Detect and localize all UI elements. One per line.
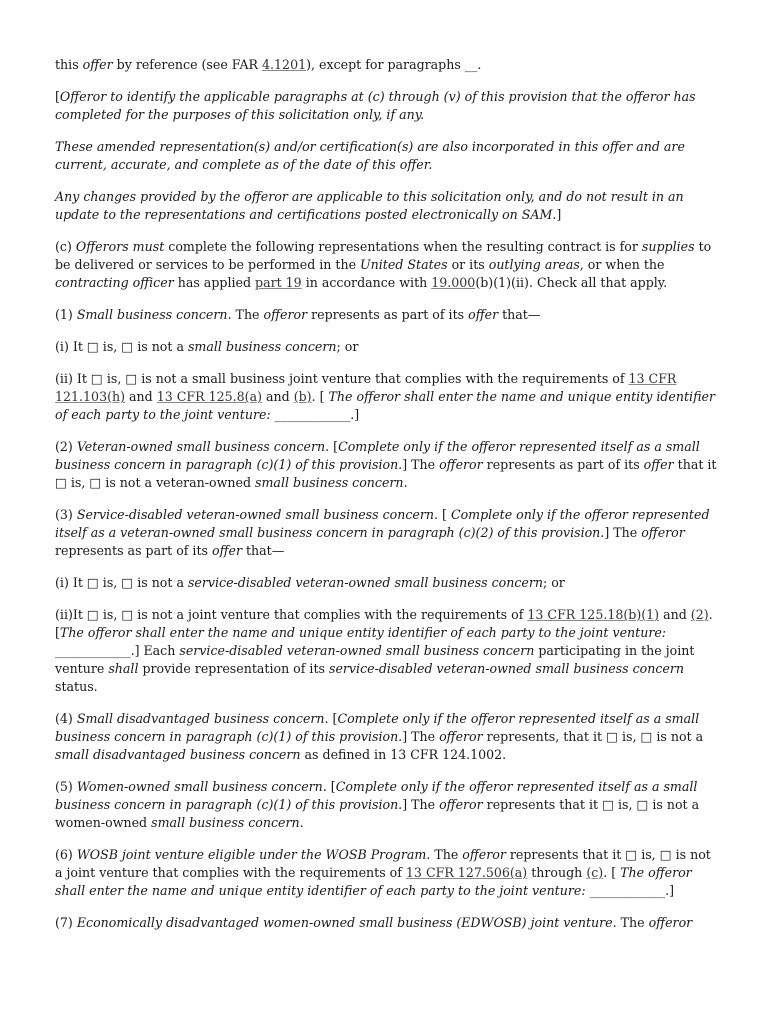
text-run: . [ — [322, 779, 336, 794]
reference-link[interactable]: (c) — [586, 865, 604, 880]
text-run: ____________.] — [585, 883, 675, 898]
italic-text: Complete only if the offeror represented itself as a veteran-owned small business concern in paragraph (c)(2) of this provision. — [55, 507, 710, 540]
italic-text: Economically disadvantaged women-owned small business (EDWOSB) joint venture — [76, 915, 613, 930]
paragraph — [55, 338, 720, 356]
paragraph — [55, 88, 720, 124]
paragraph — [55, 710, 720, 764]
text-run: (4) — [55, 711, 77, 726]
text-run: ), except for paragraphs __. — [306, 57, 482, 72]
text-run: . [ — [311, 389, 329, 404]
text-run: . [ — [55, 607, 713, 640]
italic-text: offeror — [439, 457, 483, 472]
text-run: through — [527, 865, 587, 880]
italic-text: Complete only if the offeror represented itself as a small business concern in paragraph (c)(1) of this provision. — [55, 779, 698, 812]
text-run: . — [299, 815, 304, 830]
text-run: (i) It □ is, □ is not a — [55, 575, 188, 590]
italic-text: The offeror shall enter the name and unique entity identifier of each party to the joint venture: ____________ — [55, 389, 715, 422]
text-run: . The — [612, 915, 649, 930]
italic-text: offer — [212, 543, 242, 558]
text-run: (ii) It □ is, □ is not a small business joint venture that complies with the requirements of — [55, 371, 629, 386]
text-run: (6) — [55, 847, 77, 862]
reference-link[interactable]: 13 CFR 125.18(b)(1) — [527, 607, 660, 622]
paragraph — [55, 56, 720, 74]
text-run: . [ — [434, 507, 451, 522]
text-run: ] The — [402, 457, 440, 472]
paragraph — [55, 914, 720, 932]
text-run: .] — [350, 407, 360, 422]
reference-link[interactable]: 13 CFR 127.506(a) — [405, 865, 528, 880]
italic-text: Women-owned small business concern — [76, 779, 323, 794]
text-run: [ — [55, 89, 60, 104]
italic-text: offer — [82, 57, 113, 72]
italic-text: Offeror to identify the applicable paragraphs at (c) through (v) of this provision that the offeror has completed for the purposes of this solicitation only, if any. — [55, 89, 696, 122]
italic-text: offeror — [263, 307, 308, 322]
text-run: and — [262, 389, 294, 404]
text-run: (ii)It □ is, □ is not a joint venture that complies with the requirements of — [55, 607, 528, 622]
italic-text: supplies — [641, 239, 695, 254]
text-run: . [ — [324, 711, 338, 726]
text-run: represents that it □ is, □ is not a joint venture that complies with the requirements of — [55, 847, 711, 880]
text-run: that it □ is, □ is not a veteran-owned — [55, 457, 717, 490]
text-run: , or when the — [579, 257, 665, 272]
text-run: represents as part of its — [307, 307, 469, 322]
italic-text: Complete only if the offeror represented itself as a small business concern in paragraph (c)(1) of this provision. — [55, 439, 700, 472]
italic-text: offer — [468, 307, 499, 322]
paragraph — [55, 188, 720, 224]
text-run: that— — [241, 543, 285, 558]
text-run: (1) — [55, 307, 77, 322]
italic-text: Any changes provided by the offeror are applicable to this solicitation only, and do not result in an update to the representations and certifications posted electronically on SAM. — [55, 189, 684, 222]
italic-text: small business concern — [255, 475, 404, 490]
text-run: status. — [55, 679, 98, 694]
paragraph — [55, 370, 720, 424]
italic-text: service-disabled veteran-owned small business concern — [187, 575, 543, 590]
text-run: this — [55, 57, 83, 72]
italic-text: service-disabled veteran-owned small business concern — [179, 643, 535, 658]
text-run: . — [403, 475, 408, 490]
text-run: provide representation of its — [138, 661, 329, 676]
italic-text: small disadvantaged business concern — [55, 747, 301, 762]
italic-text: Small business concern — [76, 307, 228, 322]
italic-text: service-disabled veteran-owned small business concern — [329, 661, 684, 676]
text-run: ] — [556, 207, 562, 222]
italic-text: The offeror shall enter the name and unique entity identifier of each party to the joint venture: — [55, 865, 692, 898]
italic-text: offeror — [641, 525, 685, 540]
text-run: ] The — [402, 797, 440, 812]
text-run: . The — [227, 307, 264, 322]
text-run: (2) — [55, 439, 77, 454]
italic-text: offeror — [439, 729, 483, 744]
text-run: represents as part of its — [55, 543, 212, 558]
text-run: (5) — [55, 779, 77, 794]
text-run: that— — [498, 307, 541, 322]
italic-text: offeror — [648, 915, 693, 930]
text-run: or its — [447, 257, 489, 272]
text-run: by reference (see FAR — [112, 57, 263, 72]
reference-link[interactable]: 4.1201 — [262, 57, 307, 72]
text-run: has applied — [173, 275, 256, 290]
italic-text: offeror — [439, 797, 483, 812]
text-run: ; or — [336, 339, 359, 354]
reference-link[interactable]: 19.000 — [431, 275, 476, 290]
paragraph — [55, 306, 720, 324]
italic-text: United States — [360, 257, 448, 272]
italic-text: Veteran-owned small business concern — [76, 439, 326, 454]
text-run: (3) — [55, 507, 77, 522]
text-run: complete the following representations when the resulting contract is for — [164, 239, 642, 254]
italic-text: small business concern — [151, 815, 300, 830]
italic-text: WOSB joint venture eligible under the WOSB Program — [76, 847, 427, 862]
text-run: and — [125, 389, 157, 404]
reference-link[interactable]: (b) — [293, 389, 312, 404]
italic-text: Service-disabled veteran-owned small business concern — [76, 507, 434, 522]
italic-text: outlying areas — [488, 257, 580, 272]
document-body — [55, 56, 720, 946]
italic-text: small business concern — [187, 339, 337, 354]
italic-text: shall — [108, 661, 139, 676]
paragraph — [55, 138, 720, 174]
italic-text: offeror — [462, 847, 506, 862]
italic-text: Small disadvantaged business concern — [76, 711, 325, 726]
reference-link[interactable]: (2) — [690, 607, 709, 622]
text-run: (c) — [55, 239, 76, 254]
italic-text: Complete only if the offeror represented itself as a small business concern in paragraph (c)(1) of this provision. — [55, 711, 700, 744]
reference-link[interactable]: part 19 — [255, 275, 302, 290]
reference-link[interactable]: 13 CFR 121.103(h) — [55, 371, 677, 404]
text-run: ] The — [402, 729, 440, 744]
text-run: ____________.] Each — [55, 643, 180, 658]
text-run: in accordance with — [301, 275, 432, 290]
italic-text: Offerors must — [75, 239, 165, 254]
text-run: ; or — [542, 575, 565, 590]
text-run: to be delivered or services to be performed in the — [55, 239, 712, 272]
text-run: participating in the joint venture — [55, 643, 695, 676]
reference-link[interactable]: 13 CFR 125.8(a) — [156, 389, 262, 404]
italic-text: These amended representation(s) and/or certification(s) are also incorporated in this offer and are current, accurate, and complete as of the date of this offer. — [55, 139, 685, 172]
text-run: as defined in 13 CFR 124.1002. — [300, 747, 507, 762]
italic-text: The offeror shall enter the name and unique entity identifier of each party to the joint venture: — [59, 625, 667, 640]
paragraph — [55, 574, 720, 592]
text-run: . [ — [603, 865, 621, 880]
paragraph — [55, 506, 720, 560]
italic-text: offer — [643, 457, 674, 472]
text-run: and — [659, 607, 691, 622]
text-run: . The — [426, 847, 463, 862]
paragraph — [55, 606, 720, 696]
text-run: represents, that it □ is, □ is not a — [482, 729, 704, 744]
text-run: (b)(1)(ii). Check all that apply. — [475, 275, 668, 290]
text-run: represents as part of its — [482, 457, 644, 472]
paragraph — [55, 238, 720, 292]
paragraph — [55, 846, 720, 900]
text-run: . [ — [325, 439, 339, 454]
paragraph — [55, 438, 720, 492]
italic-text: contracting officer — [55, 275, 174, 290]
text-run: represents that it □ is, □ is not a women-owned — [55, 797, 700, 830]
text-run: (i) It □ is, □ is not a — [55, 339, 188, 354]
text-run: ] The — [604, 525, 642, 540]
text-run: (7) — [55, 915, 77, 930]
paragraph — [55, 778, 720, 832]
